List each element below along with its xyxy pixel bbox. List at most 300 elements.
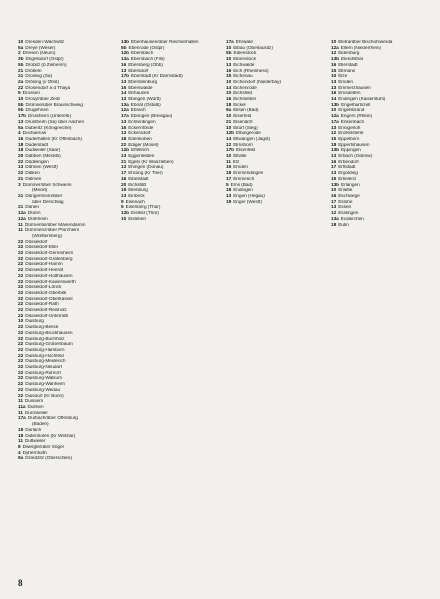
- entry-code: 5b: [18, 62, 24, 68]
- entry-code: 12: [331, 211, 337, 217]
- entry-code: 9a: [18, 456, 24, 462]
- entry-code: 22: [18, 342, 24, 348]
- entry-code: 17b: [18, 114, 27, 120]
- entry-name: Eisleben: [128, 216, 147, 222]
- entry-name: Erwitte: [338, 188, 353, 194]
- entry-name: Elsenfeld: [236, 148, 256, 154]
- entry-code: 22: [18, 85, 24, 91]
- entry-name: Duisburg-Großenbaum: [25, 342, 73, 348]
- entry-name: Eutin: [338, 222, 349, 228]
- entry-code: 5: [226, 182, 229, 188]
- entry-name: Ehrang (Kr Trier): [128, 171, 163, 177]
- entry-code: 22: [18, 336, 24, 342]
- entry-code: 17a: [226, 40, 234, 45]
- entry-name: Dübben (Mecklb): [25, 154, 61, 160]
- entry-name: Essen: [338, 205, 352, 211]
- entry-name: Dyhernfurth: [22, 450, 47, 456]
- entry-name: Eschwege: [338, 193, 360, 199]
- entry-code: 15: [331, 136, 337, 142]
- entry-name: Eldenburg: [338, 51, 360, 57]
- entry-code: 12b: [121, 51, 130, 57]
- entry-name: Eisenach: [125, 199, 145, 205]
- entry-code: 22: [18, 159, 24, 165]
- entry-code: 5b: [226, 51, 232, 57]
- entry-code: 17a: [121, 114, 129, 120]
- entry-code: 22: [18, 330, 24, 336]
- entry-code: 5a: [18, 45, 24, 51]
- entry-code: 17: [331, 199, 337, 205]
- entry-code: 5: [121, 205, 124, 211]
- entry-code: 22: [18, 325, 24, 331]
- entry-name: Ediger (Mosel): [128, 142, 159, 148]
- entry-code: 13a: [121, 57, 129, 63]
- entry-code: 21: [18, 68, 24, 74]
- entry-name: Eisenärzt: [233, 119, 253, 125]
- directory-entry: [18, 456, 116, 462]
- entry-name: Düsseldorf-Holthausen: [25, 273, 73, 279]
- entry-code: 13: [226, 62, 232, 68]
- entry-code: 11: [18, 222, 23, 228]
- entry-name: Elze: [338, 74, 348, 80]
- entry-name: Düren: [27, 211, 41, 217]
- entry-code: 16: [331, 62, 337, 68]
- entry-name: Effeltrich: [131, 148, 149, 154]
- entry-code: 10: [226, 45, 232, 51]
- entry-code: 12: [331, 131, 337, 137]
- entry-name: Elz: [232, 159, 240, 165]
- entry-name: Ebenrode (Ostpr): [128, 45, 165, 51]
- entry-name: Ellwangen (Jagst): [233, 136, 271, 142]
- entry-code: 14: [331, 97, 337, 103]
- entry-name: Eckersdorf: [128, 131, 151, 137]
- entry-name: Düsseldorf-Lörick: [25, 285, 62, 291]
- entry-name: Esslingen: [338, 211, 359, 217]
- entry-name: Dunzweiler: [24, 410, 48, 416]
- entry-code: 13: [121, 119, 127, 125]
- entry-name: Eibau (Oberlausitz): [233, 45, 273, 51]
- entry-name: Duttweiler: [24, 439, 46, 445]
- entry-code: 16: [331, 193, 337, 199]
- entry-code: 13: [121, 193, 127, 199]
- entry-name: Eichsfeld: [233, 91, 253, 97]
- entry-code: 12b: [121, 148, 130, 154]
- entry-code: 11: [18, 439, 23, 445]
- entry-name: Emmendingen: [233, 171, 264, 177]
- entry-code: 13b: [331, 102, 340, 108]
- entry-code: 22: [18, 393, 24, 399]
- entry-name: Eslohe: [338, 199, 353, 205]
- entry-name: Duisburg-Neudorf: [25, 365, 62, 371]
- entry-name: Eibenstock: [233, 57, 256, 63]
- entry-code: 10: [331, 40, 337, 45]
- entry-code: 18: [226, 171, 232, 177]
- entry-name: Eichenau: [233, 74, 253, 80]
- entry-code: 5: [18, 91, 21, 97]
- entry-code: 14: [226, 85, 232, 91]
- entry-code: 2a: [18, 79, 24, 85]
- entry-name: Ebersberg (Obb): [128, 62, 163, 68]
- directory-entry: [121, 217, 221, 223]
- entry-code: 13: [121, 131, 127, 137]
- entry-name: Ergolding: [338, 171, 358, 177]
- entry-name: Ebersteinburg: [128, 79, 158, 85]
- entry-code: 10: [18, 319, 24, 325]
- entry-code: 21: [121, 159, 127, 165]
- entry-code: 22: [18, 268, 24, 274]
- entry-name: Ebnat (Ostalb): [130, 102, 161, 108]
- entry-name: Elbingerode: [236, 131, 261, 137]
- entry-name: Drugehnen: [25, 108, 49, 114]
- entry-code: 13: [18, 119, 24, 125]
- entry-code: 12: [331, 51, 337, 57]
- entry-name: Düsseldorf-Oberbilk: [25, 290, 67, 296]
- entry-code: 4: [18, 131, 21, 137]
- entry-name: Düsseldorf-Rath: [25, 302, 59, 308]
- entry-code: 21: [18, 176, 24, 182]
- entry-name: Dühnen (Westf): [25, 165, 58, 171]
- entry-code: 22: [18, 285, 24, 291]
- entry-code: 22: [18, 302, 24, 308]
- entry-name: Drösing (v Obst): [25, 79, 59, 85]
- entry-code: 11: [18, 228, 23, 234]
- entry-name: Dudweiler (Saar): [25, 148, 61, 154]
- entry-name: Driesen (Neum): [22, 51, 56, 57]
- entry-name: Eichenrode: [233, 85, 257, 91]
- entry-name: Düsseldorf-Oberkassel: [25, 296, 73, 302]
- entry-code: 16: [331, 159, 337, 165]
- entry-name: Düsseldorf-Gerresheim: [25, 251, 74, 257]
- entry-code: 13b: [121, 40, 130, 45]
- entry-name: Ebersbach: [131, 51, 154, 57]
- entry-name: Ebhausen: [128, 91, 150, 97]
- entry-name: Engers (Rhein): [340, 114, 373, 120]
- entry-name: Ebenhausen/über Reichenhallen: [131, 40, 199, 45]
- entry-code: 22: [18, 353, 24, 359]
- entry-name: Endingen: [233, 188, 253, 194]
- entry-name: Druisheim (Unterelb): [28, 114, 71, 120]
- entry-code: 13: [121, 79, 127, 85]
- entry-name: Duisburg-Hochfeld: [25, 353, 64, 359]
- entry-name: Ebingen (Württ): [128, 97, 161, 103]
- entry-code: 17a: [331, 119, 339, 125]
- entry-name: Duderstadt: [25, 142, 48, 148]
- entry-name: Ellerstadt: [338, 62, 358, 68]
- entry-name: Duisburg-Buchholz: [25, 336, 65, 342]
- entry-code: 22: [18, 365, 24, 371]
- entry-code: 13: [331, 171, 337, 177]
- entry-code: 16: [226, 68, 232, 74]
- entry-name: Erbendorf: [338, 159, 359, 165]
- entry-name: Engen (Hegau): [233, 193, 265, 199]
- entry-name: Dürkheim: [27, 216, 48, 222]
- entry-name: Eichendorf (Niederbay): [233, 79, 281, 85]
- entry-code: 10: [331, 74, 337, 80]
- entry-code: 9a: [226, 108, 232, 114]
- entry-code: 12a: [18, 216, 26, 222]
- entry-code: 10: [331, 108, 337, 114]
- entry-name: Duisburg-Meiderich: [25, 359, 66, 365]
- entry-name: Emmerich: [233, 176, 255, 182]
- entry-code: 12: [226, 142, 232, 148]
- entry-code: 10: [121, 216, 127, 222]
- entry-name: Endingen (Kaiserstuhl): [338, 97, 386, 103]
- entry-name: Duisburg-Wanheim: [25, 382, 65, 388]
- entry-code: 17: [121, 171, 127, 177]
- entry-code: 8: [18, 444, 21, 450]
- entry-name: (Meckl): [32, 188, 48, 194]
- entry-code: 22: [18, 370, 24, 376]
- entry-code: 16: [226, 97, 232, 103]
- entry-code: 18: [226, 188, 232, 194]
- entry-name: Drosyl/über Zeitz: [25, 97, 61, 103]
- entry-code: 15: [331, 176, 337, 182]
- entry-code: 10: [226, 79, 232, 85]
- column-3: [226, 40, 326, 592]
- entry-name: Eberswalde: [128, 85, 153, 91]
- entry-code: 18: [331, 222, 337, 228]
- entry-code: 13b: [331, 148, 340, 154]
- entry-code: 22: [18, 347, 24, 353]
- entry-name: Enkenbach: [340, 119, 365, 125]
- entry-code: 13b: [331, 182, 340, 188]
- entry-code: 3b: [18, 57, 24, 63]
- entry-name: Drossen: [22, 91, 40, 97]
- entry-code: 2: [18, 51, 21, 57]
- entry-name: Durlach: [25, 427, 42, 433]
- entry-code: 13: [121, 165, 127, 171]
- entry-code: 16: [226, 165, 232, 171]
- entry-code: 19: [121, 188, 127, 194]
- entry-name: Eich (Rheinhess): [233, 68, 269, 74]
- entry-code: 13: [121, 68, 127, 74]
- entry-code: 22: [18, 262, 24, 268]
- entry-name: über Derschlag: [32, 199, 64, 205]
- entry-code: 16: [121, 125, 127, 131]
- entry-code: 22: [18, 387, 24, 393]
- entry-code: 22: [18, 382, 24, 388]
- entry-name: Eibelstadt: [128, 176, 149, 182]
- entry-code: 18: [18, 427, 24, 433]
- entry-code: 21: [226, 119, 232, 125]
- entry-code: 16: [331, 91, 337, 97]
- entry-code: 3: [18, 182, 21, 188]
- entry-name: Edenkoben: [128, 136, 152, 142]
- entry-name: Duchaerow: [22, 131, 47, 137]
- entry-code: 10: [226, 125, 232, 131]
- entry-name: Eppelborn: [338, 136, 360, 142]
- entry-code: 12b: [226, 131, 235, 137]
- entry-name: Duisburg-Walsum: [25, 376, 63, 382]
- entry-code: 13: [226, 193, 232, 199]
- entry-code: 12a: [331, 45, 339, 51]
- entry-code: 16: [121, 62, 127, 68]
- entry-name: Einbeck: [128, 193, 145, 199]
- entry-code: 13: [331, 85, 337, 91]
- entry-name: Düsseldorf: [25, 239, 48, 245]
- entry-name: Eiserfeld: [233, 114, 252, 120]
- entry-name: Ellern (Niederrhein): [340, 45, 381, 51]
- entry-code: 9: [121, 199, 124, 205]
- entry-name: Dwergte/über Sögel: [22, 444, 64, 450]
- entry-name: Ebringen (Breisgau): [130, 114, 173, 120]
- entry-name: Egeln (Kr Wanzleben): [128, 159, 174, 165]
- entry-code: 21: [18, 205, 24, 211]
- entry-name: Düsseldorf-Eller: [25, 245, 59, 251]
- entry-name: Dümmer/über Schwerin: [22, 182, 72, 188]
- entry-name: Düsseldorf-Kaiserswerth: [25, 279, 76, 285]
- entry-code: 10: [226, 57, 232, 63]
- entry-code: 22: [18, 256, 24, 262]
- directory-entry: [331, 223, 431, 229]
- entry-code: 22: [18, 313, 24, 319]
- entry-name: Duisburg: [25, 319, 44, 325]
- entry-code: 13: [18, 165, 24, 171]
- entry-name: Enzklösterle: [338, 131, 364, 137]
- entry-name: Eberstadt (Kr Darmstadt): [131, 74, 183, 80]
- entry-name: Duderhallen (Kr Offenbach): [25, 136, 82, 142]
- entry-code: 18: [121, 136, 127, 142]
- entry-name: Echterdingen: [128, 119, 156, 125]
- entry-name: Düsseldorf-Heerdt: [25, 268, 63, 274]
- entry-name: Eisfeld (Thür): [131, 211, 159, 217]
- entry-code: 22: [18, 245, 24, 251]
- entry-name: Duisdorf (Kr Bonn): [25, 393, 64, 399]
- entry-name: Drobitz (b Ziebenm): [25, 62, 67, 68]
- entry-name: Eickel: [233, 102, 246, 108]
- entry-name: Dulmen: [27, 405, 44, 410]
- entry-name: Dresden-Wachwitz: [25, 40, 65, 45]
- entry-code: 16: [121, 85, 127, 91]
- entry-name: Eltmann: [338, 68, 356, 74]
- entry-name: Enger (Westf): [233, 199, 262, 205]
- entry-name: Emden: [233, 165, 248, 171]
- entry-name: Ennigerloh: [338, 125, 361, 131]
- entry-code: 22: [18, 308, 24, 314]
- entry-code: 13a: [121, 102, 129, 108]
- entry-name: Erkelenz: [338, 176, 357, 182]
- entry-code: 5b: [121, 45, 127, 51]
- entry-name: (Baden): [32, 422, 49, 428]
- entry-name: Drigelsdorf (Ostpr): [25, 57, 64, 63]
- entry-name: Erftstadt: [338, 165, 356, 171]
- entry-code: 13: [331, 154, 337, 160]
- entry-name: Drosendorf a d Thaya: [25, 85, 71, 91]
- entry-code: 12a: [331, 114, 339, 120]
- entry-code: 10: [226, 91, 232, 97]
- entry-code: 11: [18, 399, 23, 405]
- entry-name: Düsseldorf-Grafenberg: [25, 256, 73, 262]
- entry-code: 4: [18, 450, 21, 456]
- entry-name: Eichstätt: [128, 182, 146, 188]
- entry-code: 13: [121, 154, 127, 160]
- entry-name: Elmshorn: [233, 142, 253, 148]
- entry-name: Eichwalde: [233, 62, 255, 68]
- entry-name: Erlangen: [341, 182, 360, 188]
- entry-name: Durbach/über Offenburg: [27, 416, 78, 422]
- entry-name: Ems (Bad): [230, 182, 253, 188]
- entry-name: Dülmen: [25, 176, 42, 182]
- entry-name: Eilsen (Bad): [233, 108, 259, 114]
- entry-code: 16: [121, 176, 127, 182]
- entry-code: 17b: [121, 74, 130, 80]
- entry-name: Düsseldorf-Hamm: [25, 262, 63, 268]
- entry-code: 15: [331, 68, 337, 74]
- entry-code: 10: [18, 97, 24, 103]
- entry-code: 13b: [331, 57, 340, 63]
- entry-code: 22: [121, 142, 127, 148]
- entry-code: 13: [331, 125, 337, 131]
- column-4: [331, 40, 431, 592]
- entry-code: 13: [331, 79, 337, 85]
- directory-entry: [226, 200, 326, 206]
- entry-name: Engelhartszell: [341, 102, 371, 108]
- entry-code: 10: [226, 154, 232, 160]
- entry-name: Eisenberg (Thür): [125, 205, 161, 211]
- entry-code: 17b: [226, 148, 235, 154]
- entry-code: 18: [18, 148, 24, 154]
- entry-code: 12a: [121, 108, 129, 114]
- entry-name: Erbach (Odenw): [338, 154, 373, 160]
- entry-name: Düdelingen: [25, 159, 49, 165]
- entry-code: 18: [331, 142, 337, 148]
- entry-name: Duisburg-Bruckhausen: [25, 330, 73, 336]
- entry-name: Düsseldorf-Unterrath: [25, 313, 69, 319]
- entry-code: 22: [18, 171, 24, 177]
- entry-code: 17: [226, 176, 232, 182]
- entry-code: 21: [18, 193, 24, 199]
- entry-name: Dürmentin/über Mariendamm: [24, 222, 86, 228]
- entry-name: Düsseldorf-Reisholz: [25, 308, 67, 314]
- entry-name: Emmerzhausen: [338, 85, 371, 91]
- entry-code: 10: [226, 114, 232, 120]
- entry-code: 13: [331, 205, 337, 211]
- entry-name: Duissern: [24, 399, 44, 405]
- entry-name: Emsdetten: [338, 91, 361, 97]
- entry-code: 10: [18, 40, 24, 45]
- entry-name: Dubentz (Königreiche): [25, 125, 72, 131]
- entry-name: Emden: [338, 79, 353, 85]
- entry-code: 5b: [18, 108, 24, 114]
- entry-name: Eletra/über Bischofswerda: [338, 40, 393, 45]
- entry-code: 12a: [18, 211, 26, 217]
- entry-code: 5a: [18, 125, 24, 131]
- entry-code: 18: [226, 102, 232, 108]
- entry-name: Duisburg-Wedau: [25, 387, 61, 393]
- entry-code: 12b: [121, 211, 130, 217]
- entry-name: (Württemberg): [32, 233, 62, 239]
- entry-name: Ehrwald: [235, 40, 253, 45]
- entry-name: Dünen: [25, 205, 39, 211]
- entry-code: 22: [18, 251, 24, 257]
- entry-code: 18: [18, 433, 24, 439]
- entry-code: 18: [18, 142, 24, 148]
- entry-name: Eitorf (Sieg): [233, 125, 258, 131]
- entry-code: 13: [121, 97, 127, 103]
- entry-code: 20: [121, 182, 127, 188]
- entry-code: 22: [18, 239, 24, 245]
- entry-name: Ebersbach (Fils): [130, 57, 165, 63]
- entry-code: 10: [331, 188, 337, 194]
- entry-code: 11a: [18, 405, 26, 410]
- entry-code: 22: [18, 273, 24, 279]
- entry-code: 15: [226, 74, 232, 80]
- entry-name: Engelsbrand: [338, 108, 365, 114]
- entry-name: Dreye (Weser): [25, 45, 56, 51]
- entry-code: 20: [18, 154, 24, 160]
- entry-name: Duisburg-Hamborn: [25, 347, 65, 353]
- column-2: [121, 40, 221, 592]
- column-1: [18, 40, 116, 592]
